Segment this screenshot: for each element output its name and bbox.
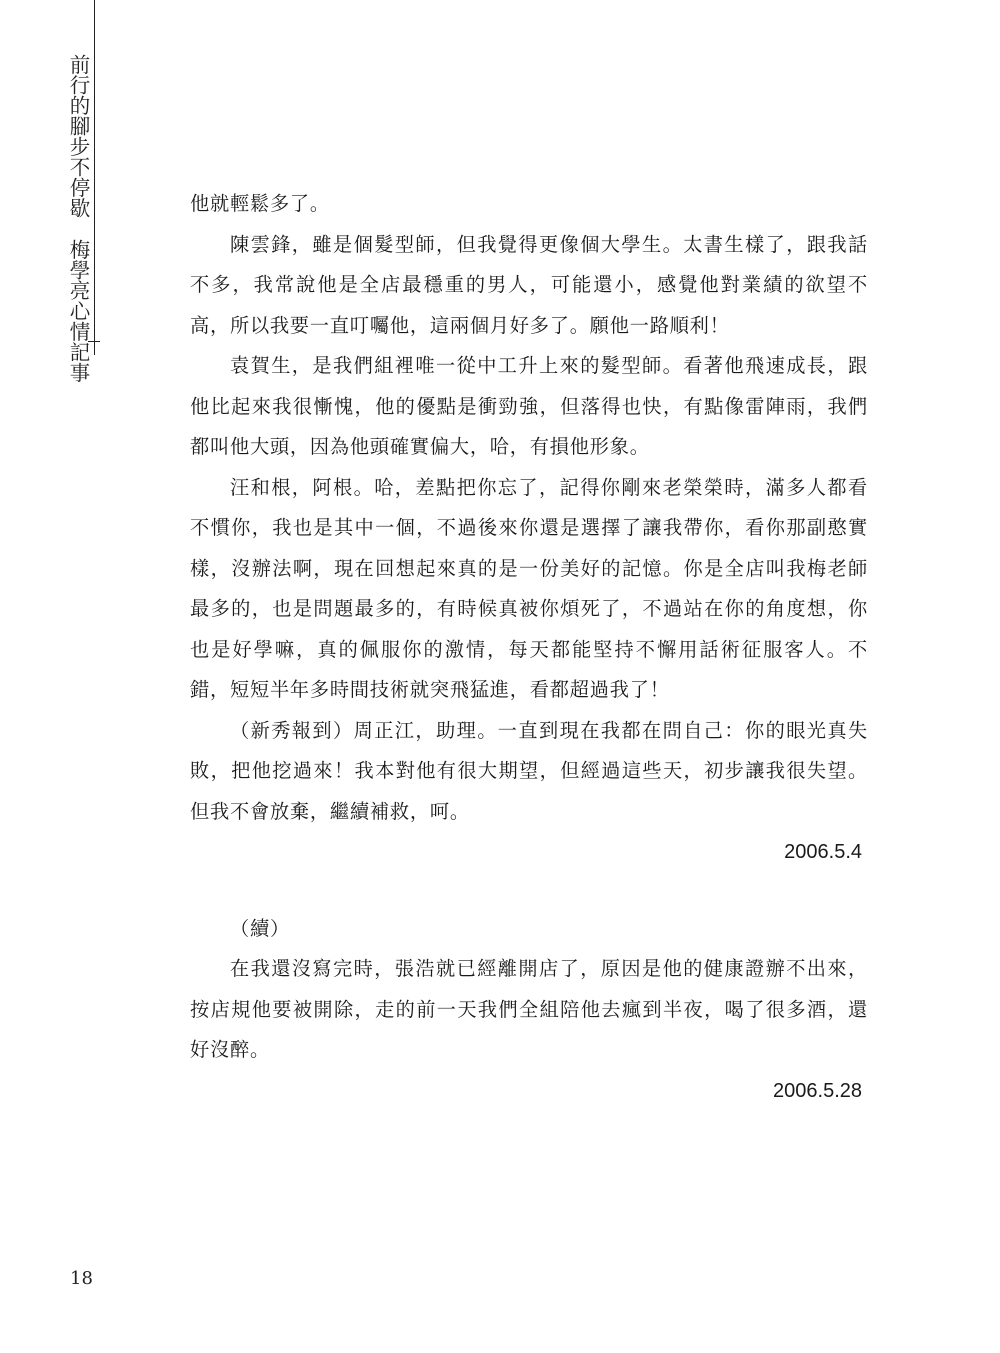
page-number: 18	[70, 1268, 93, 1289]
paragraph-3: 袁賀生，是我們組裡唯一從中工升上來的髮型師。看著他飛速成長，跟他比起來我很慚愧，他的優點是衝勁強，但落得也快，有點像雷陣雨，我們都叫他大頭，因為他頭確實偏大，哈，有損他形象。	[190, 354, 868, 458]
running-head	[60, 54, 90, 383]
margin-rule	[94, 0, 95, 355]
section-gap	[190, 873, 868, 909]
date-1: 2006.5.4	[784, 841, 862, 863]
date-2: 2006.5.28	[773, 1079, 862, 1102]
book-subtitle: 梅學亮心情記事	[66, 239, 90, 383]
continued-paragraph: 在我還沒寫完時，張浩就已經離開店了，原因是他的健康證辦不出來，按店規他要被開除，走的前一天我們全組陪他去瘋到半夜，喝了很多酒，還好沒醉。	[190, 957, 868, 1061]
paragraph-2: 陳雲鋒，雖是個髮型師，但我覺得更像個大學生。太書生樣了，跟我話不多，我常說他是全店最穩重的男人，可能還小，感覺他對業績的欲望不高，所以我要一直叮囑他，這兩個月好多了。願他一路順利！	[190, 232, 868, 337]
paragraph-1: 他就輕鬆多了。	[190, 192, 330, 215]
body-text	[190, 184, 868, 1111]
book-title: 前行的腳步不停歇	[66, 54, 90, 218]
paragraph-4: 汪和根，阿根。哈，差點把你忘了，記得你剛來老榮榮時，滿多人都看不慣你，我也是其中一個，不過後來你還是選擇了讓我帶你，看你那副憨實樣，沒辦法啊，現在回想起來真的是一份美好的記憶。你是全店叫我梅老師最多的，也是問題最多的，有時候真被你煩死了，不過站在你的角度想，你也是好學嘛，真的佩服你的激情，每天都能堅持不懈用話術征服客人。不錯，短短半年多時間技術就突飛猛進，看都超過我了！	[190, 475, 868, 701]
paragraph-5: （新秀報到）周正江，助理。一直到現在我都在問自己：你的眼光真失敗，把他挖過來！我本對他有很大期望，但經過這些天，初步讓我很失望。但我不會放棄，繼續補救，呵。	[190, 718, 868, 823]
continued-label: （續）	[230, 916, 290, 940]
